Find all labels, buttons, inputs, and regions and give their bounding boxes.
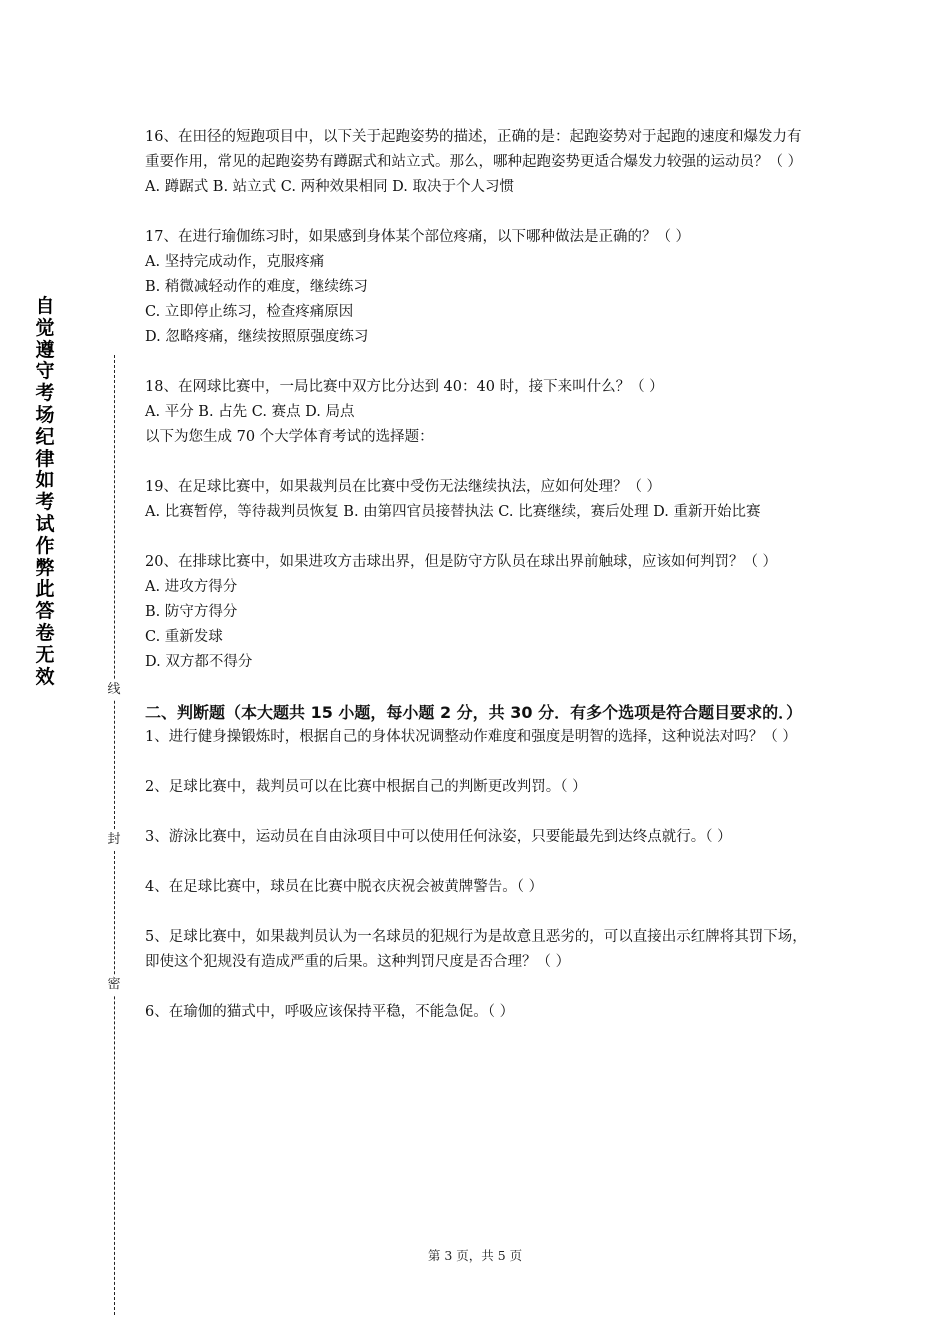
- judgment-4: [145, 875, 810, 900]
- question-stem: 16、在田径的短跑项目中，以下关于起跑姿势的描述，正确的是：起跑姿势对于起跑的速度和爆发力有重要作用，常见的起跑姿势有蹲踞式和站立式。那么，哪种起跑姿势更适合爆发力较强的运动员？（ ）: [145, 129, 803, 170]
- question-option: A. 坚持完成动作，克服疼痛: [145, 254, 325, 270]
- question-19: [145, 475, 810, 525]
- seal-label-secret: 密: [105, 975, 123, 995]
- judgment-1: [145, 725, 810, 750]
- section-2-title: 二、判断题（本大题共 15 小题，每小题 2 分，共 30 分．有多个选项是符合题目要求的．）: [145, 703, 803, 722]
- question-17: [145, 225, 810, 350]
- question-option: C. 立即停止练习，检查疼痛原因: [145, 304, 354, 320]
- question-option: B. 防守方得分: [145, 604, 238, 620]
- judgment-stem: 6、在瑜伽的猫式中，呼吸应该保持平稳，不能急促。（ ）: [145, 1004, 515, 1020]
- question-stem: 20、在排球比赛中，如果进攻方击球出界，但是防守方队员在球出界前触球，应该如何判罚？（ ）: [145, 554, 778, 570]
- question-stem: 19、在足球比赛中，如果裁判员在比赛中受伤无法继续执法，应如何处理？（ ）: [145, 479, 662, 495]
- question-option: B. 稍微减轻动作的难度，继续练习: [145, 279, 368, 295]
- judgment-stem: 5、足球比赛中，如果裁判员认为一名球员的犯规行为是故意且恶劣的，可以直接出示红牌将其罚下场，即使这个犯规没有造成严重的后果。这种判罚尺度是否合理？（ ）: [145, 929, 807, 970]
- question-option: D. 忽略疼痛，继续按照原强度练习: [145, 329, 369, 345]
- judgment-2: [145, 775, 810, 800]
- inserted-note: 以下为您生成 70 个大学体育考试的选择题：: [145, 429, 434, 445]
- judgment-stem: 1、进行健身操锻炼时，根据自己的身体状况调整动作难度和强度是明智的选择，这种说法对吗？（ ）: [145, 729, 797, 745]
- seal-label-line: 线: [105, 680, 123, 700]
- judgment-stem: 2、足球比赛中，裁判员可以在比赛中根据自己的判断更改判罚。（ ）: [145, 779, 587, 795]
- judgment-6: [145, 1000, 810, 1025]
- question-stem: 18、在网球比赛中，一局比赛中双方比分达到 40：40 时，接下来叫什么？（ ）: [145, 379, 664, 395]
- question-16: [145, 125, 810, 200]
- question-options: A. 蹲踞式 B. 站立式 C. 两种效果相同 D. 取决于个人习惯: [145, 179, 515, 195]
- question-options: A. 比赛暂停，等待裁判员恢复 B. 由第四官员接替执法 C. 比赛继续，赛后处理 D. 重新开始比赛: [145, 504, 761, 520]
- judgment-3: [145, 825, 810, 850]
- judgment-stem: 3、游泳比赛中，运动员在自由泳项目中可以使用任何泳姿，只要能最先到达终点就行。（ ）: [145, 829, 732, 845]
- question-options: A. 平分 B. 占先 C. 赛点 D. 局点: [145, 404, 355, 420]
- judgment-stem: 4、在足球比赛中，球员在比赛中脱衣庆祝会被黄牌警告。（ ）: [145, 879, 544, 895]
- judgment-5: [145, 925, 810, 975]
- page-footer: 第 3 页，共 5 页: [427, 1248, 523, 1263]
- question-stem: 17、在进行瑜伽练习时，如果感到身体某个部位疼痛，以下哪种做法是正确的？（ ）: [145, 229, 691, 245]
- seal-label-seal: 封: [105, 830, 123, 850]
- exam-content: [145, 125, 810, 1050]
- question-20: [145, 550, 810, 675]
- question-18: [145, 375, 810, 450]
- question-option: D. 双方都不得分: [145, 654, 253, 670]
- exam-discipline-notice: 自觉遵守考场纪律如考试作弊此答卷无效: [35, 295, 55, 688]
- question-option: A. 进攻方得分: [145, 579, 238, 595]
- question-option: C. 重新发球: [145, 629, 223, 645]
